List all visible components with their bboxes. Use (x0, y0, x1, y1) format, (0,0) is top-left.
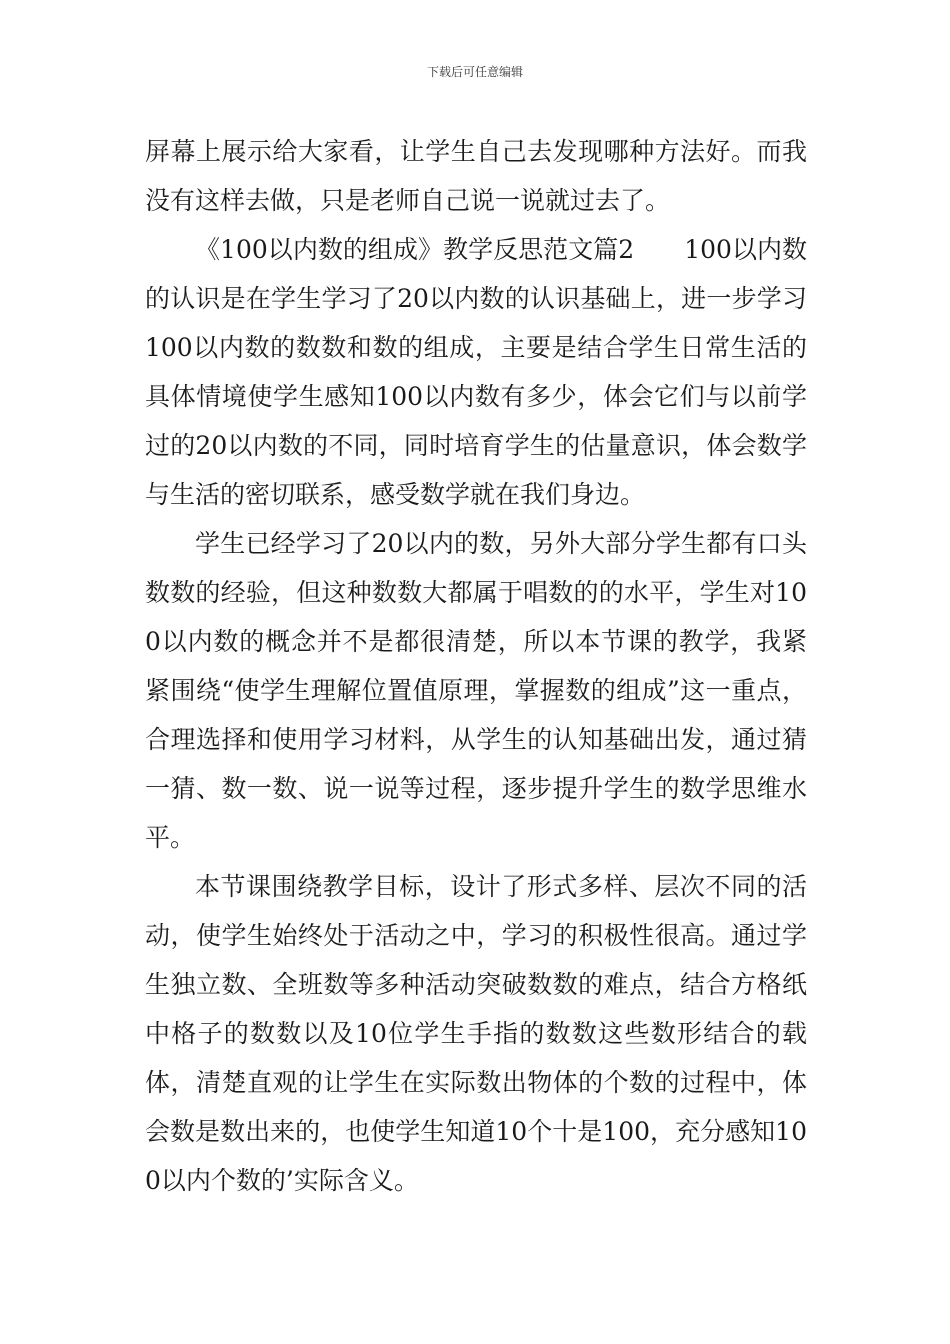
document-body (145, 127, 807, 1205)
paragraph-text: 100以内数的认识是在学生学习了20以内数的认识基础上，进一步学习100以内数的数数和数的组成，主要是结合学生日常生活的具体情境使学生感知100以内数有多少，体会它们与以前学过的20以内数的不同，同时培育学生的估量意识，体会数学与生活的密切联系，感受数学就在我们身边。 (145, 235, 808, 509)
paragraph-with-title (145, 225, 807, 519)
section-title: 《100以内数的组成》教学反思范文篇2 (195, 235, 635, 264)
paragraph: 本节课围绕教学目标，设计了形式多样、层次不同的活动，使学生始终处于活动之中，学习的积极性很高。通过学生独立数、全班数等多种活动突破数数的难点，结合方格纸中格子的数数以及10位学生手指的数数这些数形结合的载体，清楚直观的让学生在实际数出物体的个数的过程中，体会数是数出来的，也使学生知道10个十是100，充分感知100以内个数的’实际含义。 (145, 872, 807, 1195)
paragraph: 学生已经学习了20以内的数，另外大部分学生都有口头数数的经验，但这种数数大都属于唱数的的水平，学生对100以内数的概念并不是都很清楚，所以本节课的教学，我紧紧围绕“使学生理解位置值原理，掌握数的组成”这一重点，合理选择和使用学习材料，从学生的认知基础出发，通过猜一猜、数一数、说一说等过程，逐步提升学生的数学思维水平。 (145, 529, 807, 852)
paragraph-continuation: 屏幕上展示给大家看，让学生自己去发现哪种方法好。而我没有这样去做，只是老师自己说一说就过去了。 (145, 137, 807, 215)
page-header: 下载后可任意编辑 (426, 65, 523, 79)
